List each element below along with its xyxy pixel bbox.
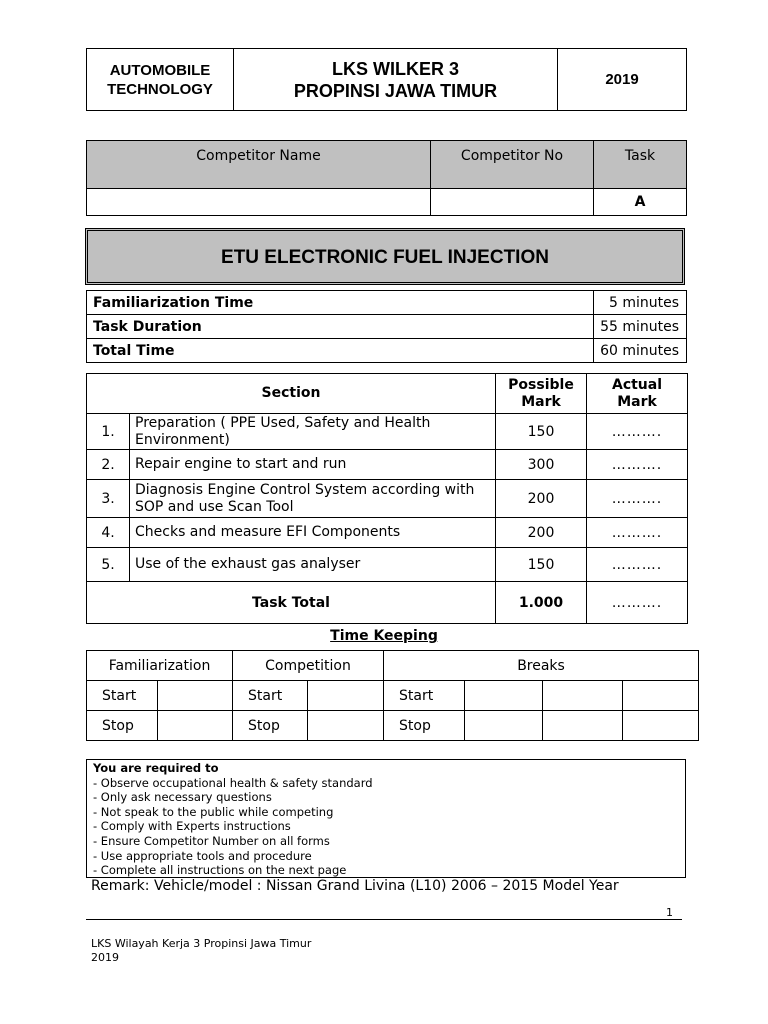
competitor-no-field[interactable] [431, 189, 594, 216]
familiarization-time-value: 5 minutes [594, 291, 687, 315]
time-keeping-title: Time Keeping [330, 628, 438, 644]
row-description: Repair engine to start and run [130, 450, 496, 480]
footer-divider [86, 919, 682, 920]
familiarization-header: Familiarization [87, 651, 233, 681]
familiarization-time-label: Familiarization Time [87, 291, 594, 315]
discipline-cell [87, 49, 234, 111]
row-actual-mark[interactable]: ………. [587, 414, 688, 450]
competitor-table [86, 140, 687, 216]
discipline-line2: TECHNOLOGY [107, 80, 213, 98]
actual-mark-header-line1: Actual [611, 376, 663, 393]
breaks-start-label: Start [384, 681, 465, 711]
competition-stop-field[interactable] [308, 711, 384, 741]
row-description: Checks and measure EFI Components [130, 518, 496, 548]
competition-stop-label: Stop [233, 711, 308, 741]
break-stop-field-1[interactable] [465, 711, 543, 741]
task-duration-value: 55 minutes [594, 315, 687, 339]
task-value: A [594, 189, 687, 216]
table-row [87, 450, 688, 480]
requirement-item: - Only ask necessary questions [93, 790, 272, 805]
event-line1: LKS WILKER 3 [331, 58, 459, 79]
task-total-actual[interactable]: ………. [587, 582, 688, 624]
row-possible-mark: 150 [496, 548, 587, 582]
event-line2: PROPINSI JAWA TIMUR [293, 80, 498, 101]
total-time-label: Total Time [87, 339, 594, 363]
time-keeping-table [86, 650, 699, 741]
familiarization-start-field[interactable] [158, 681, 233, 711]
remark-text: Remark: Vehicle/model : Nissan Grand Livina (L10) 2006 – 2015 Model Year [91, 878, 619, 894]
breaks-header: Breaks [384, 651, 699, 681]
breaks-stop-label: Stop [384, 711, 465, 741]
row-possible-mark: 150 [496, 414, 587, 450]
requirement-item: - Not speak to the public while competing [93, 804, 334, 819]
row-description: Use of the exhaust gas analyser [130, 548, 496, 582]
break-start-field-3[interactable] [623, 681, 699, 711]
familiarization-stop-label: Stop [87, 711, 158, 741]
row-actual-mark[interactable]: ………. [587, 480, 688, 518]
table-row [87, 518, 688, 548]
footer [91, 937, 311, 965]
table-row [87, 414, 688, 450]
row-possible-mark: 200 [496, 480, 587, 518]
row-actual-mark[interactable]: ………. [587, 450, 688, 480]
row-number: 5. [87, 548, 130, 582]
familiarization-stop-field[interactable] [158, 711, 233, 741]
break-start-field-1[interactable] [465, 681, 543, 711]
task-label: Task [594, 141, 687, 189]
row-description: Preparation ( PPE Used, Safety and Health Environment) [130, 414, 496, 450]
competitor-no-label: Competitor No [431, 141, 594, 189]
break-stop-field-3[interactable] [623, 711, 699, 741]
row-possible-mark: 300 [496, 450, 587, 480]
competitor-name-label: Competitor Name [87, 141, 431, 189]
event-cell [234, 49, 558, 111]
task-total-label: Task Total [87, 582, 496, 624]
requirement-item: - Comply with Experts instructions [93, 819, 291, 834]
footer-line2: 2019 [91, 951, 119, 964]
requirement-item: - Observe occupational health & safety standard [93, 775, 373, 790]
row-description: Diagnosis Engine Control System according with SOP and use Scan Tool [130, 480, 496, 518]
row-actual-mark[interactable]: ………. [587, 548, 688, 582]
requirements-box [86, 759, 686, 878]
break-stop-field-2[interactable] [543, 711, 623, 741]
sections-table [86, 373, 688, 624]
break-start-field-2[interactable] [543, 681, 623, 711]
task-total-mark: 1.000 [496, 582, 587, 624]
total-time-value: 60 minutes [594, 339, 687, 363]
row-possible-mark: 200 [496, 518, 587, 548]
row-number: 4. [87, 518, 130, 548]
requirement-item: - Complete all instructions on the next page [93, 863, 347, 878]
competition-start-field[interactable] [308, 681, 384, 711]
section-header: Section [87, 374, 496, 414]
possible-mark-header-line1: Possible [508, 376, 574, 393]
competitor-name-field[interactable] [87, 189, 431, 216]
row-number: 3. [87, 480, 130, 518]
year-cell: 2019 [558, 49, 687, 111]
requirements-heading: You are required to [93, 761, 219, 775]
header-table [86, 48, 687, 111]
task-title: ETU ELECTRONIC FUEL INJECTION [85, 228, 685, 285]
footer-line1: LKS Wilayah Kerja 3 Propinsi Jawa Timur [91, 937, 312, 950]
possible-mark-header-line2: Mark [521, 393, 561, 410]
row-number: 1. [87, 414, 130, 450]
row-number: 2. [87, 450, 130, 480]
times-table [86, 290, 687, 363]
competition-header: Competition [233, 651, 384, 681]
discipline-line1: AUTOMOBILE [109, 61, 211, 79]
requirement-item: - Ensure Competitor Number on all forms [93, 833, 330, 848]
task-duration-label: Task Duration [87, 315, 594, 339]
table-row [87, 548, 688, 582]
actual-mark-header-line2: Mark [617, 393, 657, 410]
requirement-item: - Use appropriate tools and procedure [93, 848, 312, 863]
page-number: 1 [666, 906, 673, 919]
actual-mark-header [587, 374, 688, 414]
table-row [87, 480, 688, 518]
possible-mark-header [496, 374, 587, 414]
row-actual-mark[interactable]: ………. [587, 518, 688, 548]
competition-start-label: Start [233, 681, 308, 711]
familiarization-start-label: Start [87, 681, 158, 711]
